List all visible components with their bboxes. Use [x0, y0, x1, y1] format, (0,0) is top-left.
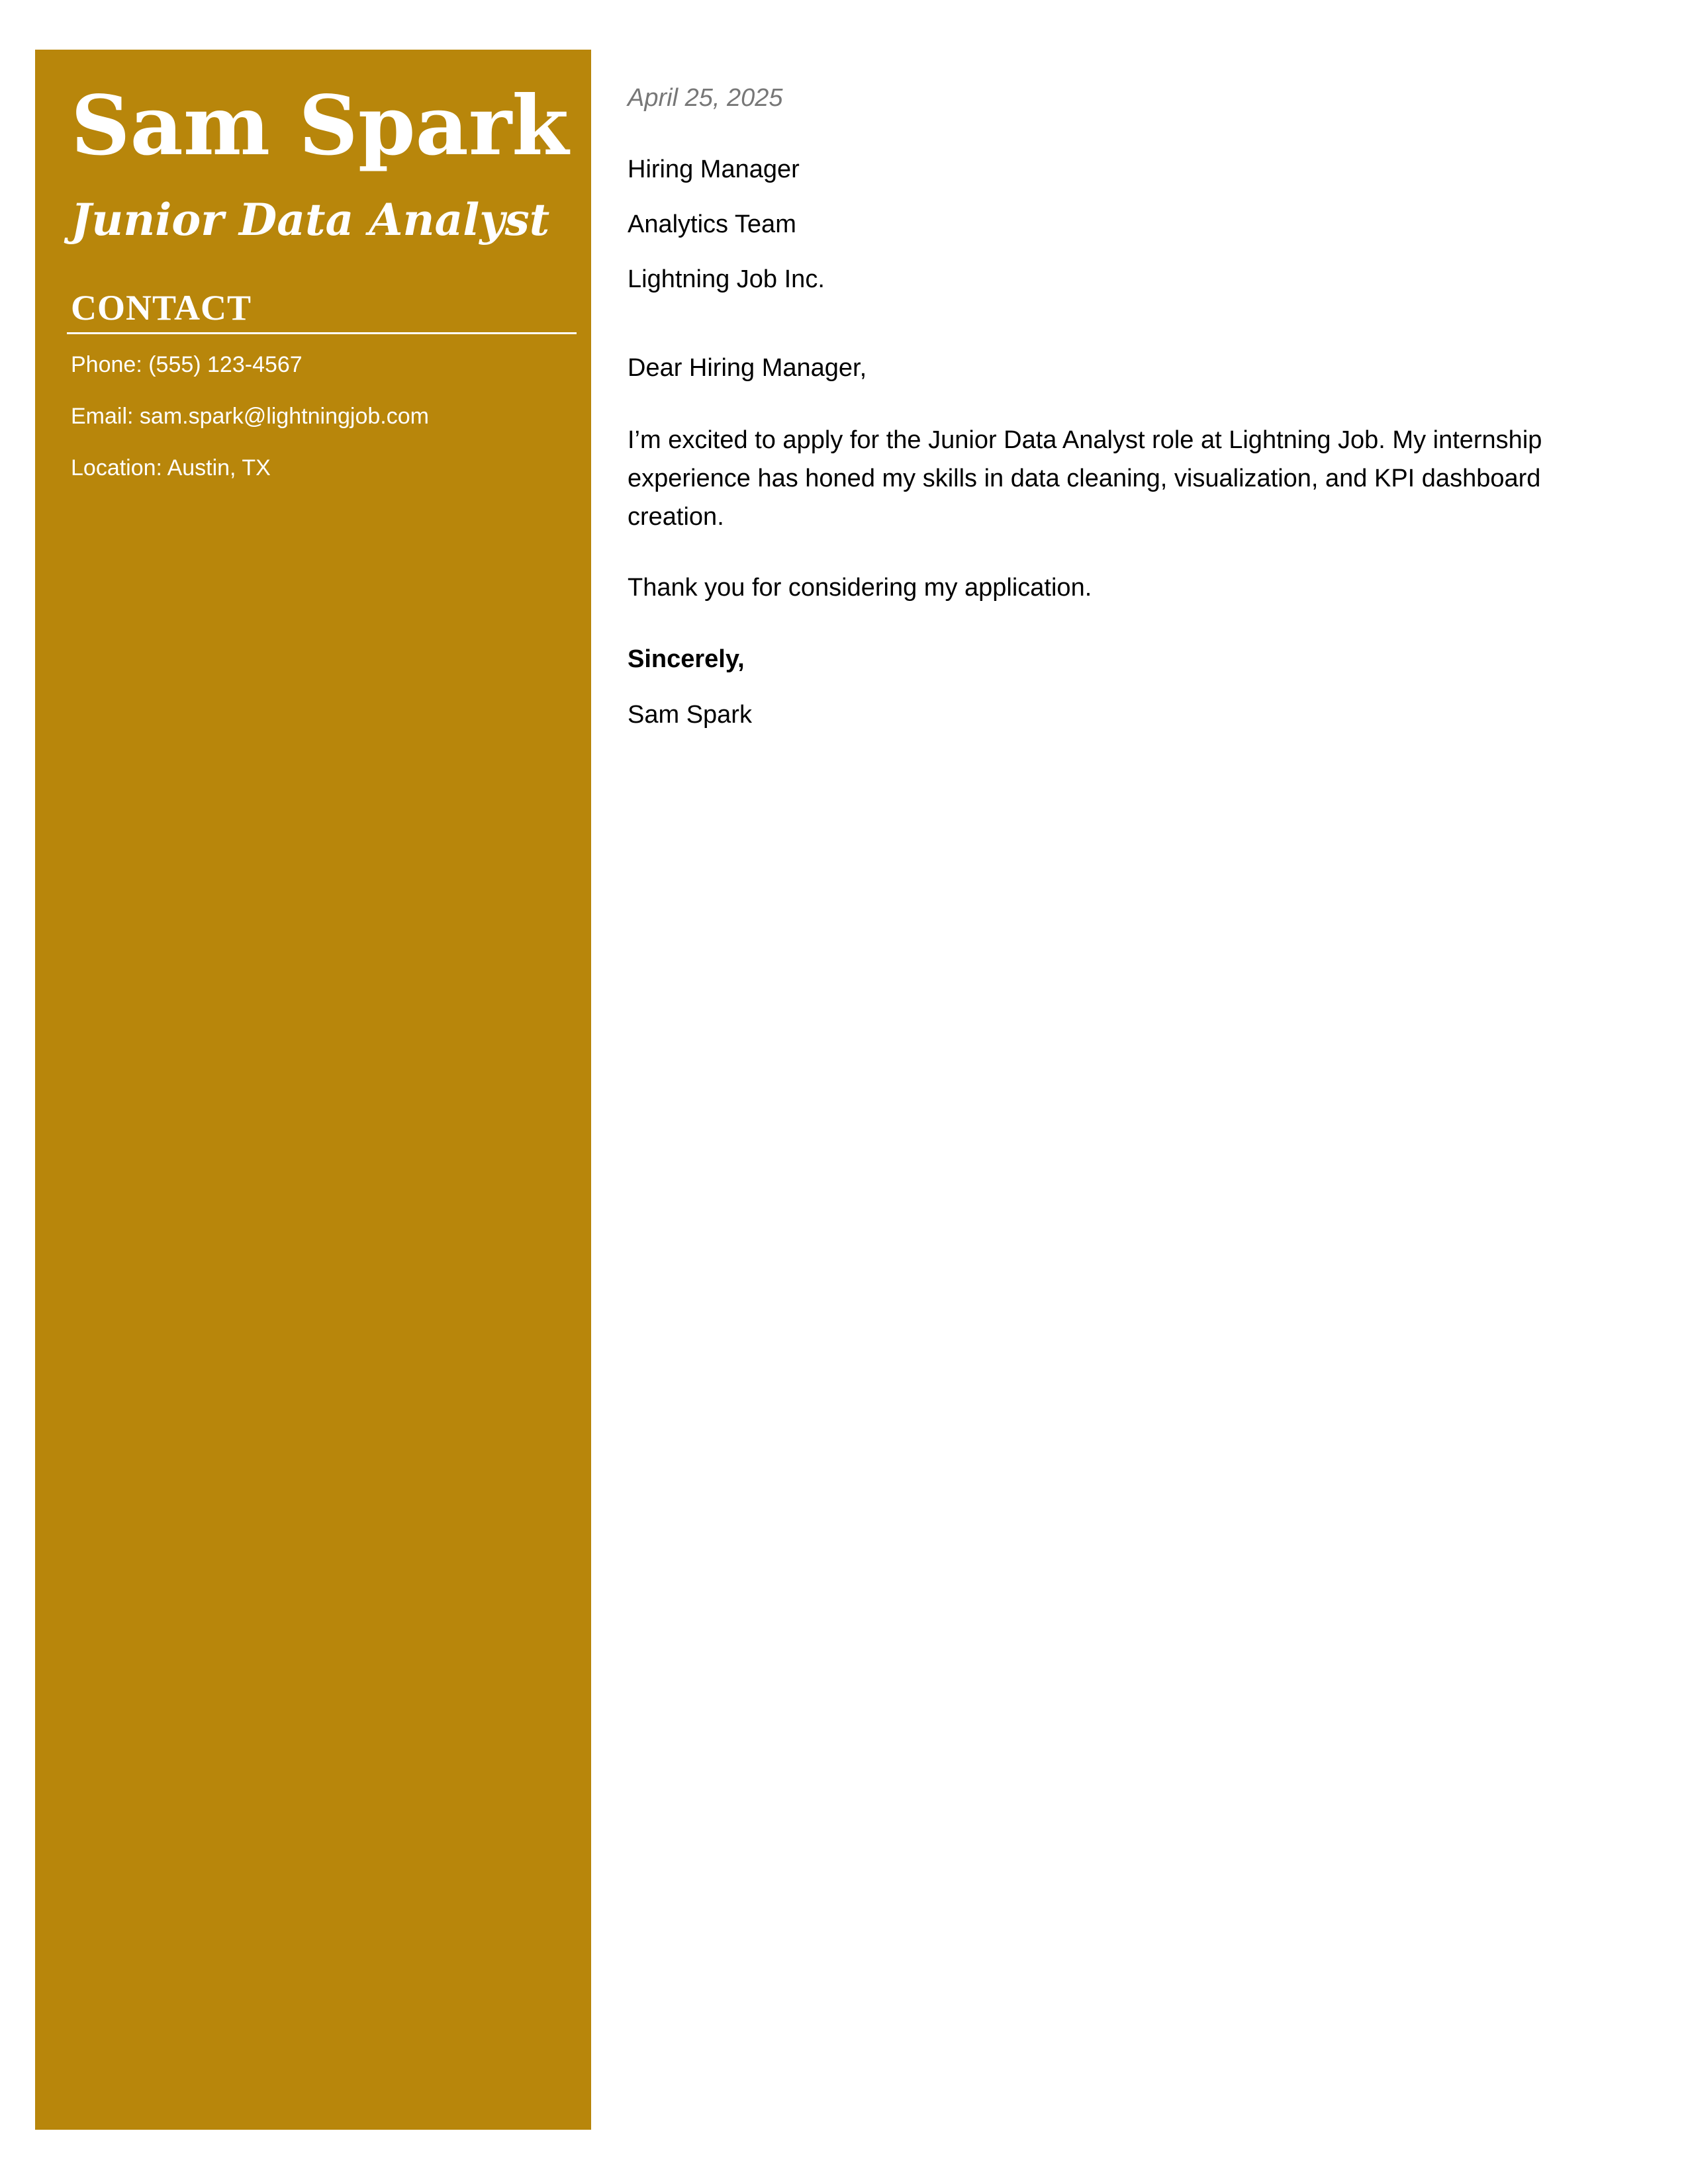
closing: Sincerely, [628, 645, 745, 673]
contact-phone: Phone: (555) 123-4567 [71, 352, 303, 377]
recipient-block [628, 151, 825, 316]
salutation: Dear Hiring Manager, [628, 354, 867, 382]
thanks-paragraph: Thank you for considering my application. [628, 574, 1092, 602]
body-paragraph: I’m excited to apply for the Junior Data Analyst role at Lightning Job. My internship experience has honed my skills in data cleaning, visualization, and KPI dashboard creation. [628, 426, 1542, 531]
job-title: Junior Data Analyst [71, 194, 550, 246]
sidebar [35, 50, 591, 2130]
contact-email: Email: sam.spark@lightningjob.com [71, 404, 429, 429]
recipient-title: Hiring Manager [628, 156, 800, 183]
signature: Sam Spark [628, 701, 752, 729]
recipient-company: Lightning Job Inc. [628, 265, 825, 293]
contact-heading: CONTACT [71, 288, 252, 328]
letter-date: April 25, 2025 [628, 84, 783, 112]
applicant-name: Sam Spark [71, 78, 569, 174]
contact-list [71, 349, 429, 504]
contact-divider [67, 332, 577, 334]
recipient-team: Analytics Team [628, 210, 796, 238]
contact-location: Location: Austin, TX [71, 455, 271, 480]
